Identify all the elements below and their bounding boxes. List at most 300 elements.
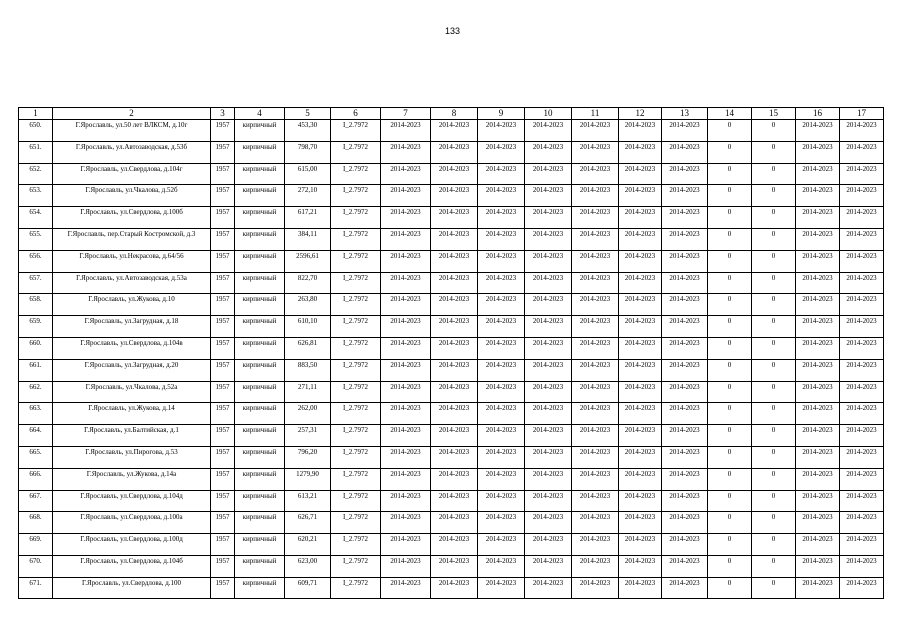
col-10-cell: 2014-2023 <box>525 207 572 229</box>
table-row <box>19 468 884 490</box>
col-14-cell: 0 <box>708 163 752 185</box>
col-8-cell: 2014-2023 <box>431 425 478 447</box>
row-number-cell: 665. <box>19 446 53 468</box>
wall-material-cell: кирпичный <box>235 555 285 577</box>
col-14-cell: 0 <box>708 359 752 381</box>
row-number-cell: 668. <box>19 512 53 534</box>
row-number-cell: 654. <box>19 207 53 229</box>
area-cell: 453,30 <box>285 120 331 142</box>
col-7-cell: 2014-2023 <box>381 359 431 381</box>
col-9-cell: 2014-2023 <box>478 250 525 272</box>
code-cell: I_2.7972 <box>331 555 381 577</box>
col-16-cell: 2014-2023 <box>796 403 840 425</box>
col-12-cell: 2014-2023 <box>619 425 662 447</box>
code-cell: I_2.7972 <box>331 468 381 490</box>
col-17-cell: 2014-2023 <box>840 272 884 294</box>
col-17-cell: 2014-2023 <box>840 141 884 163</box>
area-cell: 626,71 <box>285 512 331 534</box>
area-cell: 798,70 <box>285 141 331 163</box>
col-10-cell: 2014-2023 <box>525 403 572 425</box>
col-12-cell: 2014-2023 <box>619 381 662 403</box>
col-8-cell: 2014-2023 <box>431 250 478 272</box>
col-11-cell: 2014-2023 <box>572 337 619 359</box>
area-cell: 271,11 <box>285 381 331 403</box>
col-15-cell: 0 <box>752 316 796 338</box>
table-row <box>19 207 884 229</box>
col-12-cell: 2014-2023 <box>619 316 662 338</box>
col-8-cell: 2014-2023 <box>431 577 478 598</box>
column-header: 6 <box>331 108 381 120</box>
col-12-cell: 2014-2023 <box>619 207 662 229</box>
area-cell: 626,81 <box>285 337 331 359</box>
code-cell: I_2.7972 <box>331 316 381 338</box>
col-9-cell: 2014-2023 <box>478 534 525 556</box>
col-7-cell: 2014-2023 <box>381 207 431 229</box>
row-number-cell: 655. <box>19 228 53 250</box>
col-8-cell: 2014-2023 <box>431 512 478 534</box>
code-cell: I_2.7972 <box>331 294 381 316</box>
wall-material-cell: кирпичный <box>235 337 285 359</box>
table-row <box>19 403 884 425</box>
col-10-cell: 2014-2023 <box>525 555 572 577</box>
code-cell: I_2.7972 <box>331 577 381 598</box>
year-built-cell: 1957 <box>211 228 235 250</box>
col-9-cell: 2014-2023 <box>478 359 525 381</box>
table-row <box>19 272 884 294</box>
area-cell: 613,21 <box>285 490 331 512</box>
col-15-cell: 0 <box>752 141 796 163</box>
col-9-cell: 2014-2023 <box>478 577 525 598</box>
area-cell: 623,00 <box>285 555 331 577</box>
col-10-cell: 2014-2023 <box>525 163 572 185</box>
col-17-cell: 2014-2023 <box>840 403 884 425</box>
table-row <box>19 577 884 598</box>
col-15-cell: 0 <box>752 512 796 534</box>
wall-material-cell: кирпичный <box>235 141 285 163</box>
year-built-cell: 1957 <box>211 446 235 468</box>
col-8-cell: 2014-2023 <box>431 185 478 207</box>
col-9-cell: 2014-2023 <box>478 512 525 534</box>
area-cell: 620,21 <box>285 534 331 556</box>
col-12-cell: 2014-2023 <box>619 294 662 316</box>
col-7-cell: 2014-2023 <box>381 294 431 316</box>
year-built-cell: 1957 <box>211 250 235 272</box>
year-built-cell: 1957 <box>211 534 235 556</box>
page-number: 133 <box>444 26 461 36</box>
col-14-cell: 0 <box>708 337 752 359</box>
col-17-cell: 2014-2023 <box>840 534 884 556</box>
column-header: 5 <box>285 108 331 120</box>
col-8-cell: 2014-2023 <box>431 534 478 556</box>
wall-material-cell: кирпичный <box>235 403 285 425</box>
col-15-cell: 0 <box>752 120 796 142</box>
area-cell: 384,11 <box>285 228 331 250</box>
col-12-cell: 2014-2023 <box>619 490 662 512</box>
col-12-cell: 2014-2023 <box>619 228 662 250</box>
col-10-cell: 2014-2023 <box>525 534 572 556</box>
year-built-cell: 1957 <box>211 141 235 163</box>
col-8-cell: 2014-2023 <box>431 316 478 338</box>
col-11-cell: 2014-2023 <box>572 534 619 556</box>
col-9-cell: 2014-2023 <box>478 381 525 403</box>
col-16-cell: 2014-2023 <box>796 120 840 142</box>
area-cell: 617,21 <box>285 207 331 229</box>
code-cell: I_2.7972 <box>331 185 381 207</box>
table-row <box>19 120 884 142</box>
year-built-cell: 1957 <box>211 425 235 447</box>
col-11-cell: 2014-2023 <box>572 207 619 229</box>
table-row <box>19 163 884 185</box>
wall-material-cell: кирпичный <box>235 185 285 207</box>
col-14-cell: 0 <box>708 141 752 163</box>
col-13-cell: 2014-2023 <box>662 163 708 185</box>
col-15-cell: 0 <box>752 468 796 490</box>
col-15-cell: 0 <box>752 534 796 556</box>
row-number-cell: 658. <box>19 294 53 316</box>
col-10-cell: 2014-2023 <box>525 512 572 534</box>
col-10-cell: 2014-2023 <box>525 272 572 294</box>
wall-material-cell: кирпичный <box>235 468 285 490</box>
year-built-cell: 1957 <box>211 120 235 142</box>
table-body <box>19 120 884 599</box>
wall-material-cell: кирпичный <box>235 250 285 272</box>
col-16-cell: 2014-2023 <box>796 359 840 381</box>
address-cell: Г.Ярославль, ул.Свердлова, д.100д <box>53 534 211 556</box>
area-cell: 2596,61 <box>285 250 331 272</box>
col-16-cell: 2014-2023 <box>796 207 840 229</box>
col-15-cell: 0 <box>752 555 796 577</box>
col-8-cell: 2014-2023 <box>431 468 478 490</box>
year-built-cell: 1957 <box>211 163 235 185</box>
year-built-cell: 1957 <box>211 294 235 316</box>
row-number-cell: 650. <box>19 120 53 142</box>
col-12-cell: 2014-2023 <box>619 337 662 359</box>
col-13-cell: 2014-2023 <box>662 316 708 338</box>
col-9-cell: 2014-2023 <box>478 316 525 338</box>
col-12-cell: 2014-2023 <box>619 555 662 577</box>
col-12-cell: 2014-2023 <box>619 163 662 185</box>
col-16-cell: 2014-2023 <box>796 381 840 403</box>
col-13-cell: 2014-2023 <box>662 337 708 359</box>
col-10-cell: 2014-2023 <box>525 141 572 163</box>
address-cell: Г.Ярославль, ул.Автозаводская, д.53а <box>53 272 211 294</box>
table-row <box>19 446 884 468</box>
column-header: 12 <box>619 108 662 120</box>
col-17-cell: 2014-2023 <box>840 316 884 338</box>
wall-material-cell: кирпичный <box>235 490 285 512</box>
col-10-cell: 2014-2023 <box>525 250 572 272</box>
col-8-cell: 2014-2023 <box>431 163 478 185</box>
year-built-cell: 1957 <box>211 468 235 490</box>
col-15-cell: 0 <box>752 228 796 250</box>
col-14-cell: 0 <box>708 381 752 403</box>
code-cell: I_2.7972 <box>331 163 381 185</box>
address-cell: Г.Ярославль, ул.Свердлова, д.104д <box>53 490 211 512</box>
col-10-cell: 2014-2023 <box>525 337 572 359</box>
table-row <box>19 141 884 163</box>
wall-material-cell: кирпичный <box>235 577 285 598</box>
col-10-cell: 2014-2023 <box>525 316 572 338</box>
area-cell: 883,50 <box>285 359 331 381</box>
col-15-cell: 0 <box>752 250 796 272</box>
column-header: 15 <box>752 108 796 120</box>
col-16-cell: 2014-2023 <box>796 228 840 250</box>
address-cell: Г.Ярославль, ул.Загрудная, д.20 <box>53 359 211 381</box>
col-13-cell: 2014-2023 <box>662 512 708 534</box>
col-16-cell: 2014-2023 <box>796 425 840 447</box>
wall-material-cell: кирпичный <box>235 359 285 381</box>
col-14-cell: 0 <box>708 446 752 468</box>
col-7-cell: 2014-2023 <box>381 381 431 403</box>
col-13-cell: 2014-2023 <box>662 120 708 142</box>
address-cell: Г.Ярославль, ул.Жукова, д.14а <box>53 468 211 490</box>
col-10-cell: 2014-2023 <box>525 577 572 598</box>
col-17-cell: 2014-2023 <box>840 337 884 359</box>
col-16-cell: 2014-2023 <box>796 468 840 490</box>
col-15-cell: 0 <box>752 359 796 381</box>
col-14-cell: 0 <box>708 316 752 338</box>
col-14-cell: 0 <box>708 403 752 425</box>
col-15-cell: 0 <box>752 294 796 316</box>
col-12-cell: 2014-2023 <box>619 185 662 207</box>
area-cell: 610,10 <box>285 316 331 338</box>
col-12-cell: 2014-2023 <box>619 250 662 272</box>
col-9-cell: 2014-2023 <box>478 185 525 207</box>
col-17-cell: 2014-2023 <box>840 555 884 577</box>
address-cell: Г.Ярославль, ул.Жукова, д.14 <box>53 403 211 425</box>
address-cell: Г.Ярославль, ул.Чкалова, д.52а <box>53 381 211 403</box>
col-7-cell: 2014-2023 <box>381 425 431 447</box>
col-17-cell: 2014-2023 <box>840 250 884 272</box>
col-8-cell: 2014-2023 <box>431 141 478 163</box>
col-10-cell: 2014-2023 <box>525 120 572 142</box>
col-15-cell: 0 <box>752 403 796 425</box>
wall-material-cell: кирпичный <box>235 207 285 229</box>
col-12-cell: 2014-2023 <box>619 359 662 381</box>
col-8-cell: 2014-2023 <box>431 120 478 142</box>
area-cell: 822,70 <box>285 272 331 294</box>
col-17-cell: 2014-2023 <box>840 425 884 447</box>
col-14-cell: 0 <box>708 468 752 490</box>
wall-material-cell: кирпичный <box>235 120 285 142</box>
col-17-cell: 2014-2023 <box>840 185 884 207</box>
address-cell: Г.Ярославль, ул.Балтийская, д.1 <box>53 425 211 447</box>
col-7-cell: 2014-2023 <box>381 228 431 250</box>
row-number-cell: 670. <box>19 555 53 577</box>
col-15-cell: 0 <box>752 490 796 512</box>
col-15-cell: 0 <box>752 337 796 359</box>
col-13-cell: 2014-2023 <box>662 446 708 468</box>
col-8-cell: 2014-2023 <box>431 337 478 359</box>
area-cell: 609,71 <box>285 577 331 598</box>
col-17-cell: 2014-2023 <box>840 490 884 512</box>
col-7-cell: 2014-2023 <box>381 490 431 512</box>
col-11-cell: 2014-2023 <box>572 425 619 447</box>
col-17-cell: 2014-2023 <box>840 207 884 229</box>
col-16-cell: 2014-2023 <box>796 446 840 468</box>
col-10-cell: 2014-2023 <box>525 490 572 512</box>
code-cell: I_2.7972 <box>331 512 381 534</box>
table-row <box>19 490 884 512</box>
column-header: 4 <box>235 108 285 120</box>
wall-material-cell: кирпичный <box>235 163 285 185</box>
address-cell: Г.Ярославль, ул.Свердлова, д.104б <box>53 555 211 577</box>
col-15-cell: 0 <box>752 446 796 468</box>
code-cell: I_2.7972 <box>331 337 381 359</box>
row-number-cell: 651. <box>19 141 53 163</box>
column-header: 7 <box>381 108 431 120</box>
col-16-cell: 2014-2023 <box>796 272 840 294</box>
table-row <box>19 316 884 338</box>
col-11-cell: 2014-2023 <box>572 468 619 490</box>
col-8-cell: 2014-2023 <box>431 272 478 294</box>
col-10-cell: 2014-2023 <box>525 185 572 207</box>
col-12-cell: 2014-2023 <box>619 403 662 425</box>
col-11-cell: 2014-2023 <box>572 294 619 316</box>
col-10-cell: 2014-2023 <box>525 381 572 403</box>
col-9-cell: 2014-2023 <box>478 207 525 229</box>
col-10-cell: 2014-2023 <box>525 359 572 381</box>
col-13-cell: 2014-2023 <box>662 228 708 250</box>
col-17-cell: 2014-2023 <box>840 577 884 598</box>
col-13-cell: 2014-2023 <box>662 577 708 598</box>
code-cell: I_2.7972 <box>331 403 381 425</box>
col-8-cell: 2014-2023 <box>431 207 478 229</box>
row-number-cell: 660. <box>19 337 53 359</box>
col-13-cell: 2014-2023 <box>662 425 708 447</box>
col-8-cell: 2014-2023 <box>431 228 478 250</box>
code-cell: I_2.7972 <box>331 359 381 381</box>
col-16-cell: 2014-2023 <box>796 337 840 359</box>
col-13-cell: 2014-2023 <box>662 141 708 163</box>
col-13-cell: 2014-2023 <box>662 403 708 425</box>
column-header: 1 <box>19 108 53 120</box>
col-14-cell: 0 <box>708 120 752 142</box>
col-9-cell: 2014-2023 <box>478 555 525 577</box>
year-built-cell: 1957 <box>211 337 235 359</box>
column-header: 17 <box>840 108 884 120</box>
address-cell: Г.Ярославль, ул.Загрудная, д.18 <box>53 316 211 338</box>
table-row <box>19 359 884 381</box>
col-14-cell: 0 <box>708 250 752 272</box>
area-cell: 1279,90 <box>285 468 331 490</box>
col-17-cell: 2014-2023 <box>840 446 884 468</box>
col-8-cell: 2014-2023 <box>431 490 478 512</box>
col-13-cell: 2014-2023 <box>662 359 708 381</box>
col-11-cell: 2014-2023 <box>572 359 619 381</box>
col-7-cell: 2014-2023 <box>381 250 431 272</box>
year-built-cell: 1957 <box>211 185 235 207</box>
code-cell: I_2.7972 <box>331 425 381 447</box>
address-cell: Г.Ярославль, ул.50 лет ВЛКСМ, д.10г <box>53 120 211 142</box>
buildings-table <box>18 107 884 599</box>
code-cell: I_2.7972 <box>331 250 381 272</box>
col-7-cell: 2014-2023 <box>381 185 431 207</box>
col-11-cell: 2014-2023 <box>572 577 619 598</box>
col-9-cell: 2014-2023 <box>478 120 525 142</box>
table-row <box>19 185 884 207</box>
col-8-cell: 2014-2023 <box>431 446 478 468</box>
address-cell: Г.Ярославль, ул.Автозаводская, д.53б <box>53 141 211 163</box>
col-9-cell: 2014-2023 <box>478 446 525 468</box>
col-13-cell: 2014-2023 <box>662 555 708 577</box>
wall-material-cell: кирпичный <box>235 381 285 403</box>
col-9-cell: 2014-2023 <box>478 294 525 316</box>
code-cell: I_2.7972 <box>331 534 381 556</box>
address-cell: Г.Ярославль, ул.Свердлова, д.104г <box>53 163 211 185</box>
col-17-cell: 2014-2023 <box>840 294 884 316</box>
col-9-cell: 2014-2023 <box>478 337 525 359</box>
col-11-cell: 2014-2023 <box>572 185 619 207</box>
col-7-cell: 2014-2023 <box>381 141 431 163</box>
col-7-cell: 2014-2023 <box>381 534 431 556</box>
col-17-cell: 2014-2023 <box>840 163 884 185</box>
col-11-cell: 2014-2023 <box>572 446 619 468</box>
year-built-cell: 1957 <box>211 512 235 534</box>
col-16-cell: 2014-2023 <box>796 250 840 272</box>
row-number-cell: 652. <box>19 163 53 185</box>
col-11-cell: 2014-2023 <box>572 272 619 294</box>
address-cell: Г.Ярославль, ул.Свердлова, д.104в <box>53 337 211 359</box>
col-16-cell: 2014-2023 <box>796 577 840 598</box>
code-cell: I_2.7972 <box>331 272 381 294</box>
col-12-cell: 2014-2023 <box>619 534 662 556</box>
col-7-cell: 2014-2023 <box>381 272 431 294</box>
col-14-cell: 0 <box>708 490 752 512</box>
code-cell: I_2.7972 <box>331 228 381 250</box>
col-16-cell: 2014-2023 <box>796 490 840 512</box>
col-11-cell: 2014-2023 <box>572 250 619 272</box>
col-11-cell: 2014-2023 <box>572 403 619 425</box>
year-built-cell: 1957 <box>211 359 235 381</box>
year-built-cell: 1957 <box>211 381 235 403</box>
col-15-cell: 0 <box>752 577 796 598</box>
column-header: 8 <box>431 108 478 120</box>
code-cell: I_2.7972 <box>331 381 381 403</box>
address-cell: Г.Ярославль, ул.Жукова, д.10 <box>53 294 211 316</box>
col-10-cell: 2014-2023 <box>525 425 572 447</box>
table-row <box>19 337 884 359</box>
col-16-cell: 2014-2023 <box>796 555 840 577</box>
year-built-cell: 1957 <box>211 207 235 229</box>
column-header: 16 <box>796 108 840 120</box>
col-17-cell: 2014-2023 <box>840 228 884 250</box>
col-12-cell: 2014-2023 <box>619 272 662 294</box>
code-cell: I_2.7972 <box>331 207 381 229</box>
col-7-cell: 2014-2023 <box>381 337 431 359</box>
col-11-cell: 2014-2023 <box>572 228 619 250</box>
col-13-cell: 2014-2023 <box>662 468 708 490</box>
col-13-cell: 2014-2023 <box>662 490 708 512</box>
col-12-cell: 2014-2023 <box>619 512 662 534</box>
col-10-cell: 2014-2023 <box>525 446 572 468</box>
col-16-cell: 2014-2023 <box>796 294 840 316</box>
wall-material-cell: кирпичный <box>235 272 285 294</box>
wall-material-cell: кирпичный <box>235 228 285 250</box>
col-16-cell: 2014-2023 <box>796 185 840 207</box>
wall-material-cell: кирпичный <box>235 512 285 534</box>
address-cell: Г.Ярославль, ул.Свердлова, д.100а <box>53 512 211 534</box>
col-17-cell: 2014-2023 <box>840 120 884 142</box>
col-17-cell: 2014-2023 <box>840 381 884 403</box>
code-cell: I_2.7972 <box>331 120 381 142</box>
col-9-cell: 2014-2023 <box>478 468 525 490</box>
area-cell: 272,10 <box>285 185 331 207</box>
col-14-cell: 0 <box>708 425 752 447</box>
row-number-cell: 659. <box>19 316 53 338</box>
col-16-cell: 2014-2023 <box>796 316 840 338</box>
col-10-cell: 2014-2023 <box>525 228 572 250</box>
